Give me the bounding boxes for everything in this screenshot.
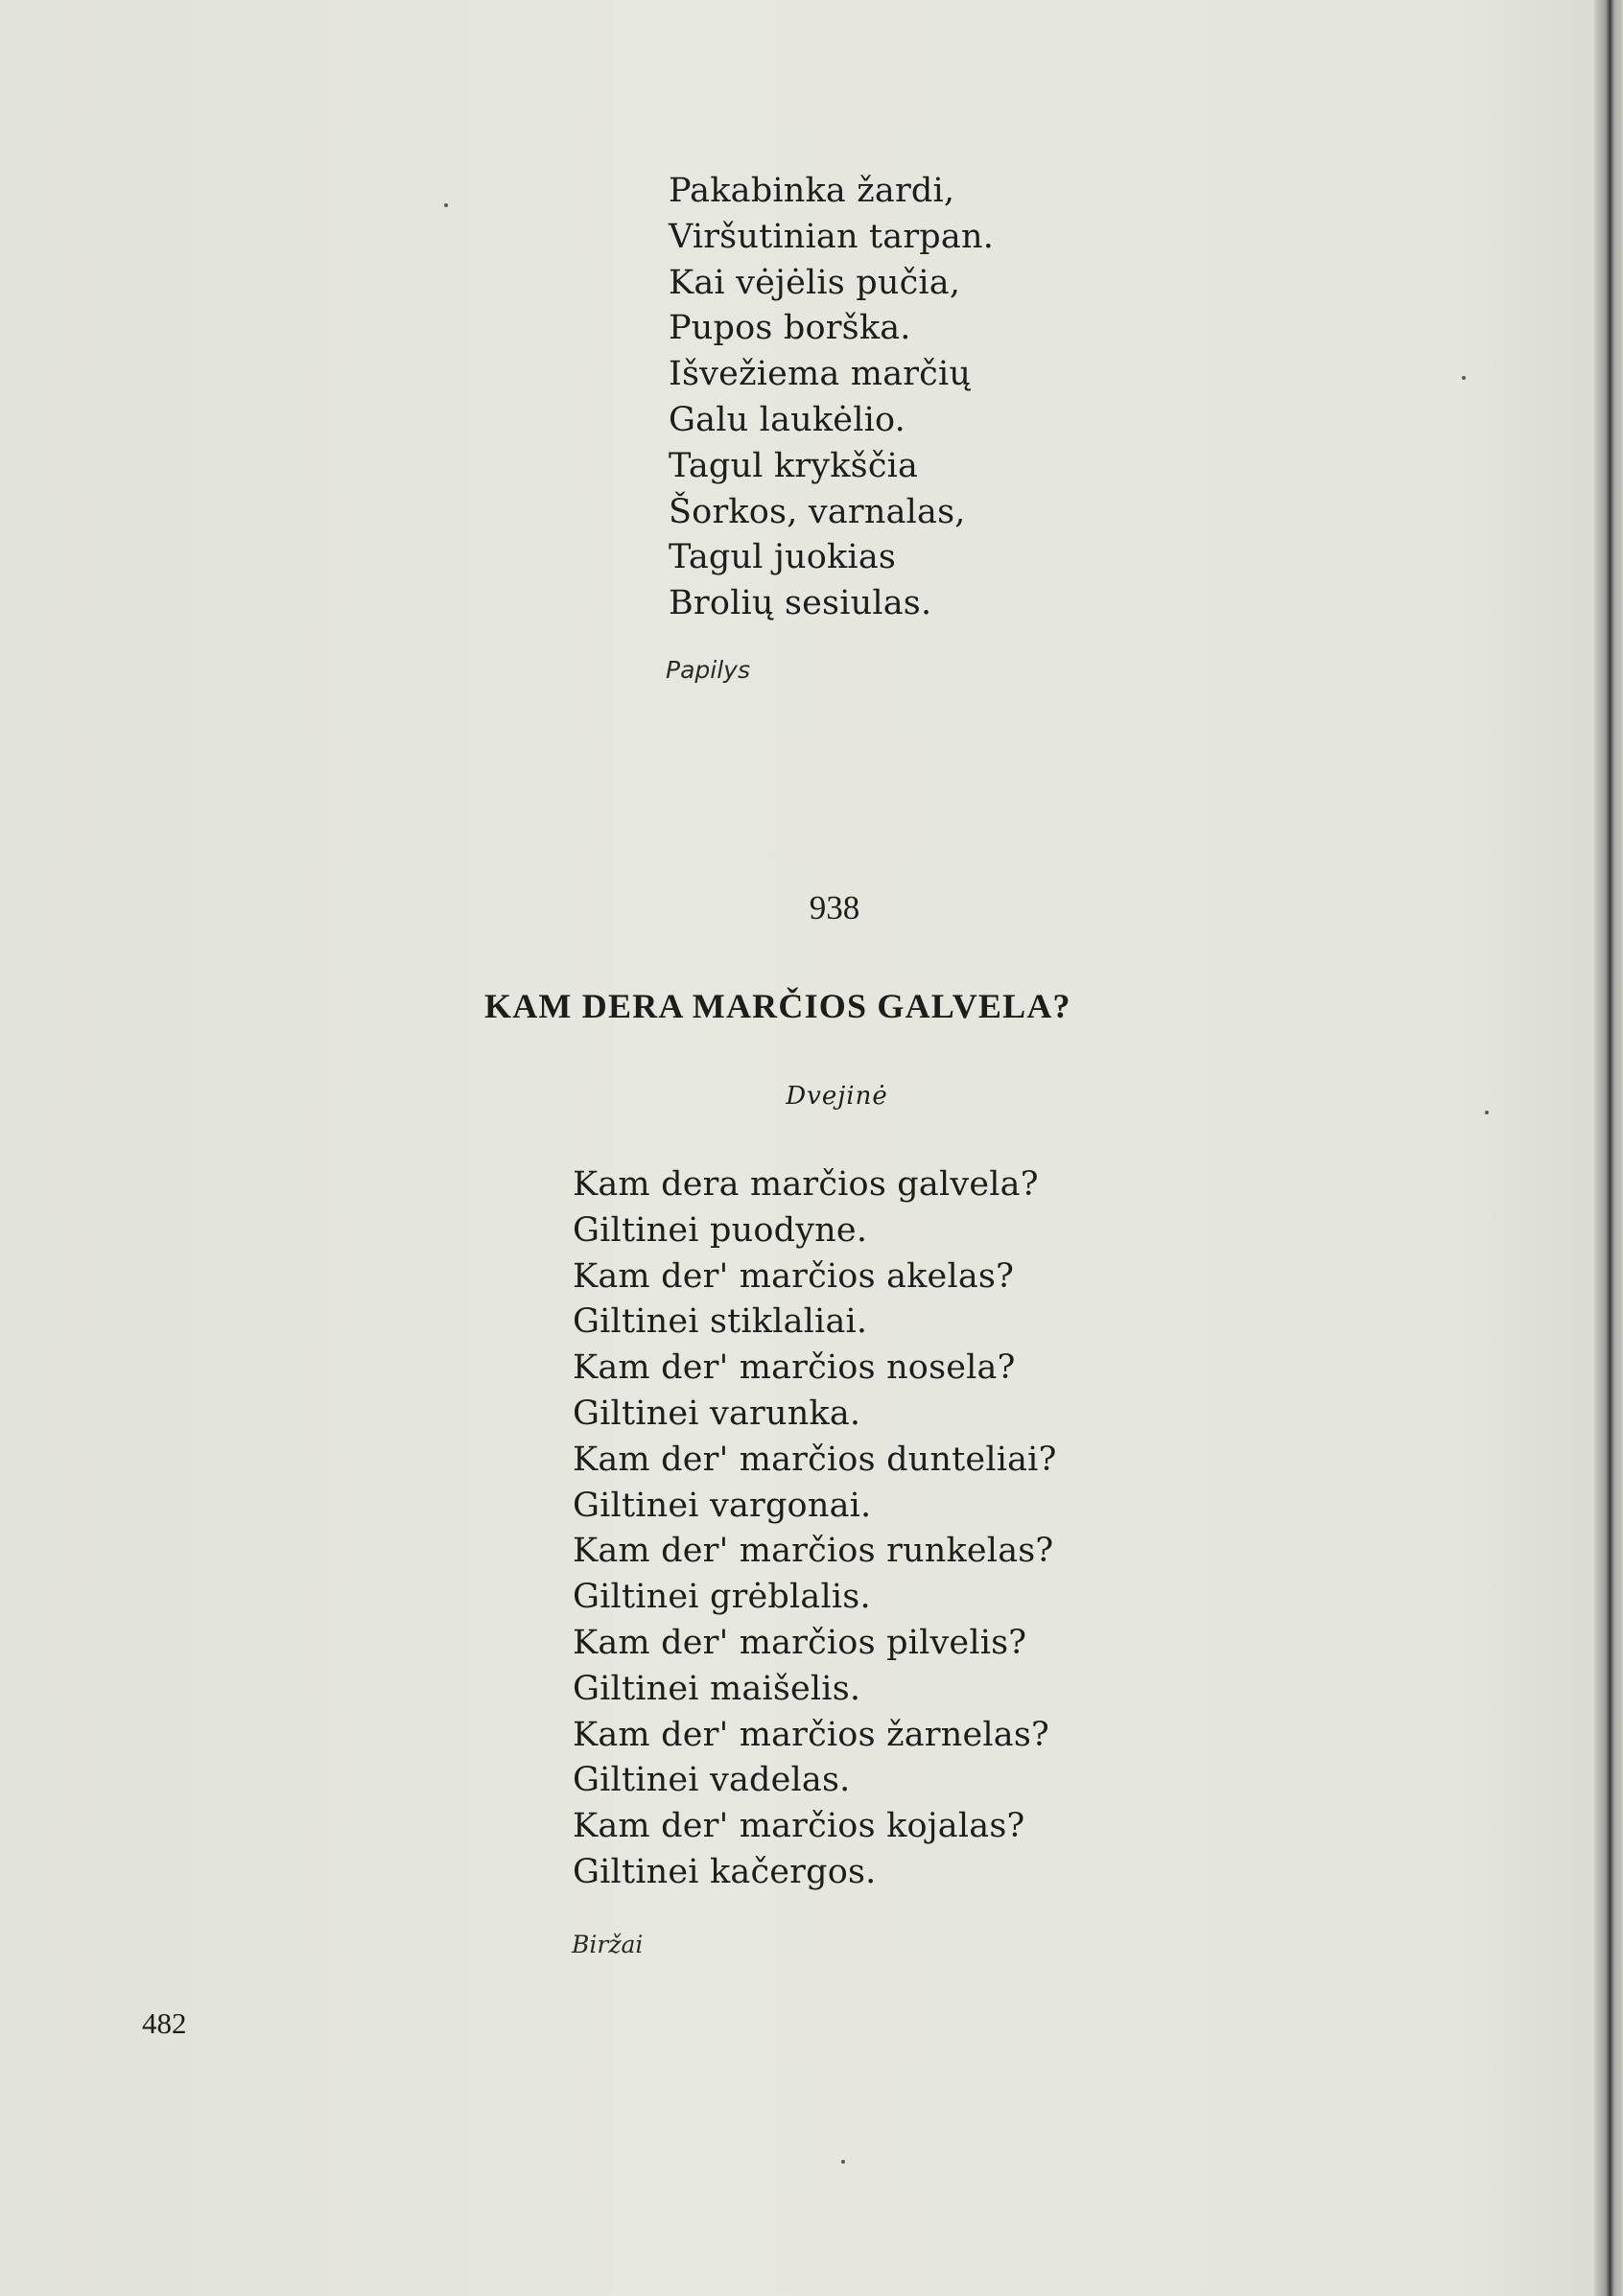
verse-line: Pupos borška. (669, 309, 911, 348)
verse-line: Tagul juokias (669, 538, 897, 577)
song-genre: Dvejinė (786, 1082, 888, 1111)
verse-line: Galu laukėlio. (669, 400, 906, 439)
verse-line: Šorkos, varnalas, (669, 492, 966, 531)
verse-line: Kai vėjėlis pučia, (669, 263, 961, 302)
verse-line: Giltinei grėblalis. (573, 1578, 871, 1617)
verse-line: Viršutinian tarpan. (669, 217, 995, 256)
song-title: KAM DERA MARČIOS GALVELA? (484, 987, 1071, 1025)
print-speck (1485, 1111, 1489, 1114)
verse-line: Kam dera marčios galvela? (573, 1165, 1039, 1204)
song-place: Biržai (572, 1931, 644, 1958)
verse-line: Kam der' marčios kojalas? (573, 1807, 1025, 1846)
verse-line: Kam der' marčios runkelas? (573, 1532, 1054, 1571)
song-number: 938 (809, 889, 860, 926)
print-speck (841, 2160, 845, 2164)
verse-line: Kam der' marčios dunteliai? (573, 1440, 1057, 1479)
verse-line: Išvežiema marčių (669, 355, 972, 394)
verse-line: Giltinei puodyne. (573, 1210, 868, 1250)
song-verse (573, 1162, 1057, 1896)
print-speck (1462, 376, 1466, 380)
top-poem-place: Papilys (666, 656, 750, 684)
verse-line: Brolių sesiulas. (669, 584, 932, 623)
print-speck (444, 203, 448, 207)
verse-line: Giltinei stiklaliai. (573, 1302, 868, 1342)
page-binding-edge (1594, 0, 1623, 2296)
verse-line: Giltinei vargonai. (573, 1486, 872, 1525)
verse-line: Tagul krykščia (669, 446, 919, 485)
verse-line: Kam der' marčios žarnelas? (573, 1715, 1049, 1754)
verse-line: Kam der' marčios pilvelis? (573, 1623, 1027, 1662)
verse-line: Giltinei maišelis. (573, 1669, 861, 1708)
top-poem-verse (669, 169, 994, 627)
verse-line: Giltinei kačergos. (573, 1852, 877, 1891)
verse-line: Kam der' marčios nosela? (573, 1348, 1016, 1388)
verse-line: Pakabinka žardi, (669, 172, 955, 210)
page-number: 482 (142, 2006, 187, 2040)
verse-line: Giltinei vadelas. (573, 1761, 851, 1800)
verse-line: Giltinei varunka. (573, 1394, 861, 1433)
verse-line: Kam der' marčios akelas? (573, 1256, 1015, 1296)
